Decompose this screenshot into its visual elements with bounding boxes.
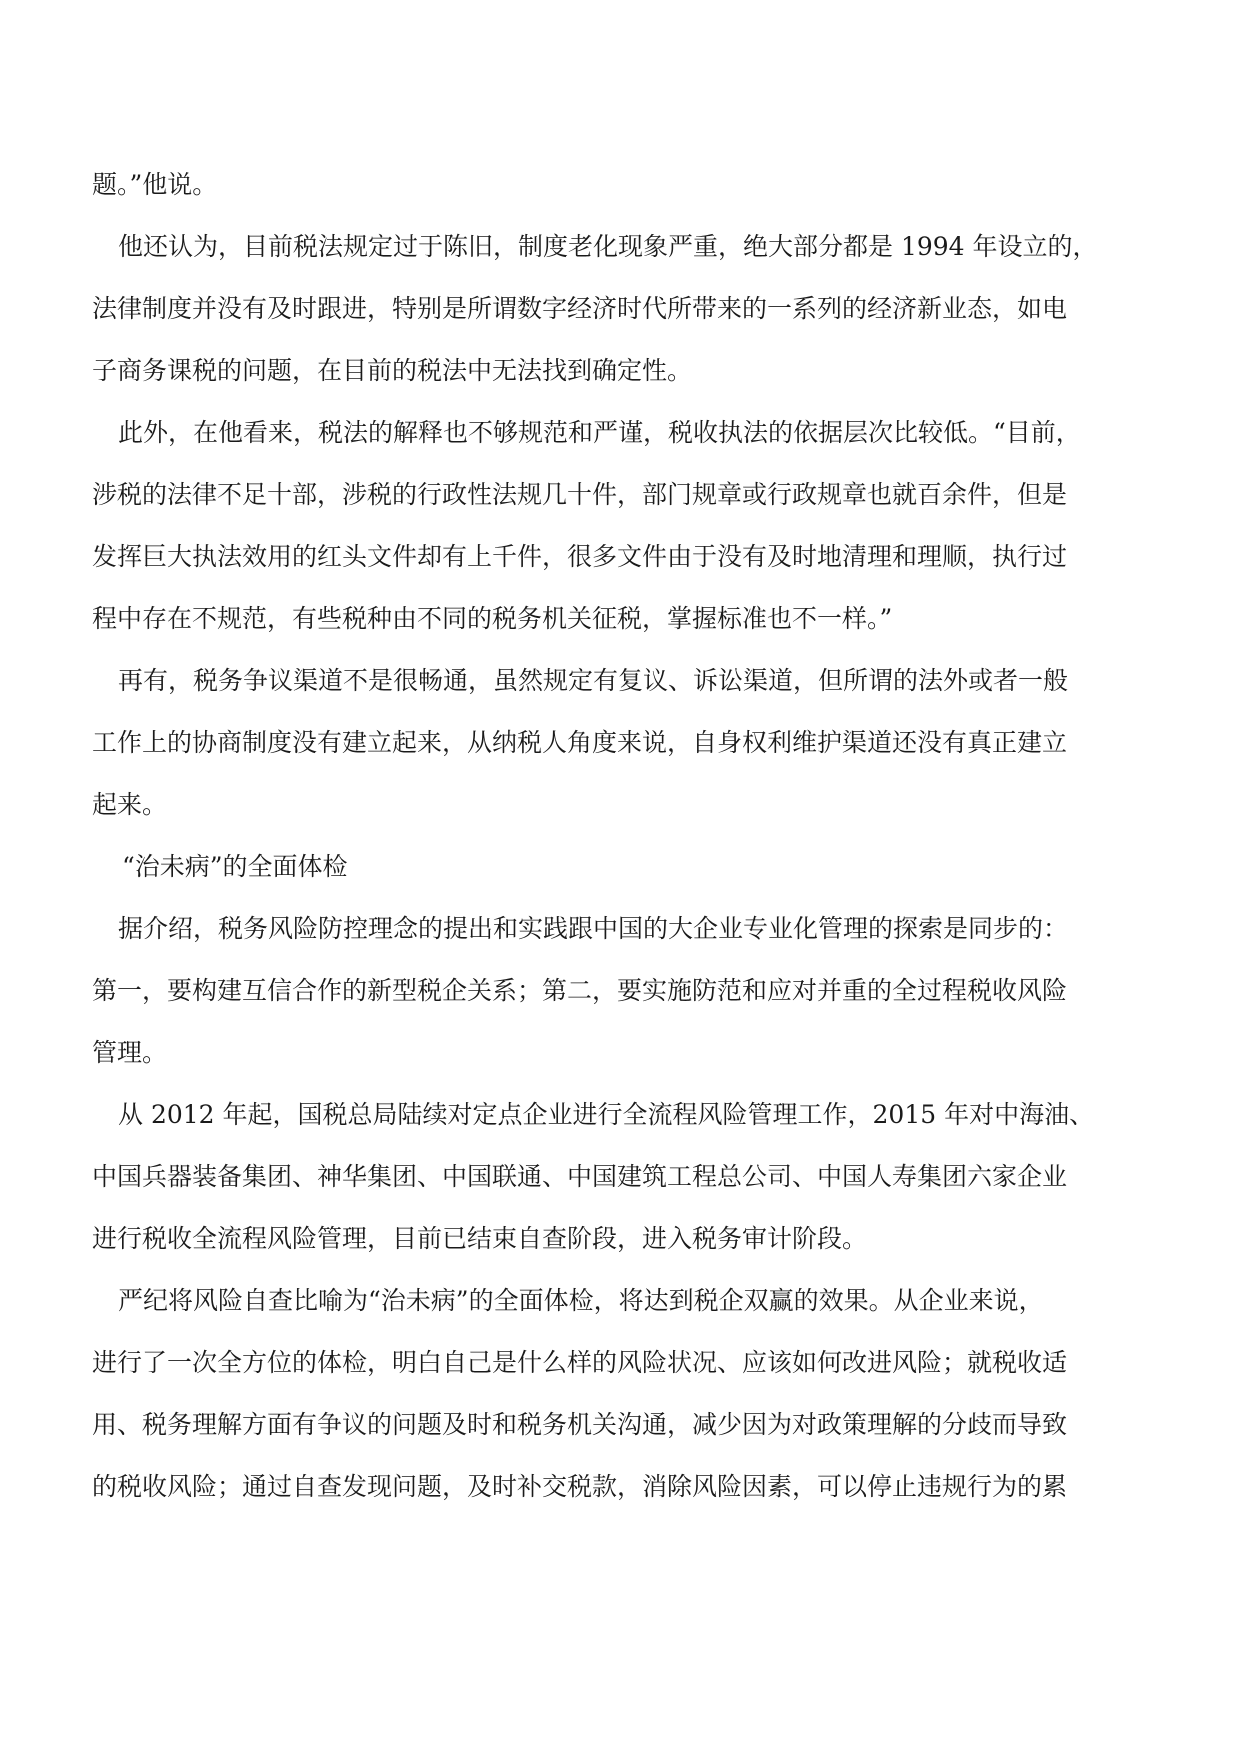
text-line: 发挥巨大执法效用的红头文件却有上千件，很多文件由于没有及时地清理和理顺，执行过 xyxy=(92,542,1068,571)
section-heading xyxy=(92,836,1148,898)
paragraph-tax-law-interpretation xyxy=(92,402,1148,650)
text-line: 进行了一次全方位的体检，明白自己是什么样的风险状况、应该如何改进风险；就税收适 xyxy=(92,1348,1068,1377)
paragraph-tax-law-outdated xyxy=(92,216,1148,402)
text-line: 据介绍，税务风险防控理念的提出和实践跟中国的大企业专业化管理的探索是同步的： xyxy=(118,914,1069,943)
section-heading-text: “治未病”的全面体检 xyxy=(122,852,348,881)
text-line: 他还认为，目前税法规定过于陈旧，制度老化现象严重，绝大部分都是 1994 年设立的， xyxy=(118,232,1098,261)
paragraph-self-inspection xyxy=(92,1270,1148,1518)
paragraph-risk-control-concept xyxy=(92,898,1148,1084)
text-line: 第一，要构建互信合作的新型税企关系；第二，要实施防范和应对并重的全过程税收风险 xyxy=(92,976,1068,1005)
text-line: 子商务课税的问题，在目前的税法中无法找到确定性。 xyxy=(92,356,693,385)
paragraph-dispute-channels xyxy=(92,650,1148,836)
text-line: 法律制度并没有及时跟进，特别是所谓数字经济时代所带来的一系列的经济新业态，如电 xyxy=(92,294,1068,323)
document-body xyxy=(92,154,1148,1518)
text-line: 的税收风险；通过自查发现问题，及时补交税款，消除风险因素，可以停止违规行为的累 xyxy=(92,1472,1068,1501)
text-line: 程中存在不规范，有些税种由不同的税务机关征税，掌握标准也不一样。” xyxy=(92,604,893,633)
text-line: 此外，在他看来，税法的解释也不够规范和严谨，税收执法的依据层次比较低。“目前， xyxy=(118,418,1081,447)
paragraph-risk-management-work xyxy=(92,1084,1148,1270)
text-line: 起来。 xyxy=(92,790,168,819)
text-line: 题。”他说。 xyxy=(92,170,218,199)
text-line: 再有，税务争议渠道不是很畅通，虽然规定有复议、诉讼渠道，但所谓的法外或者一般 xyxy=(118,666,1069,695)
text-line: 进行税收全流程风险管理，目前已结束自查阶段，进入税务审计阶段。 xyxy=(92,1224,868,1253)
text-line: 用、税务理解方面有争议的问题及时和税务机关沟通，减少因为对政策理解的分歧而导致 xyxy=(92,1410,1068,1439)
text-line: 工作上的协商制度没有建立起来，从纳税人角度来说，自身权利维护渠道还没有真正建立 xyxy=(92,728,1068,757)
text-line: 严纪将风险自查比喻为“治未病”的全面体检，将达到税企双赢的效果。从企业来说， xyxy=(118,1286,1044,1315)
text-line: 从 2012 年起，国税总局陆续对定点企业进行全流程风险管理工作，2015 年对中海油、 xyxy=(118,1100,1095,1129)
text-line: 涉税的法律不足十部，涉税的行政性法规几十件，部门规章或行政规章也就百余件，但是 xyxy=(92,480,1068,509)
text-line: 中国兵器装备集团、神华集团、中国联通、中国建筑工程总公司、中国人寿集团六家企业 xyxy=(92,1162,1068,1191)
text-line: 管理。 xyxy=(92,1038,168,1067)
paragraph-continuation xyxy=(92,154,1148,216)
